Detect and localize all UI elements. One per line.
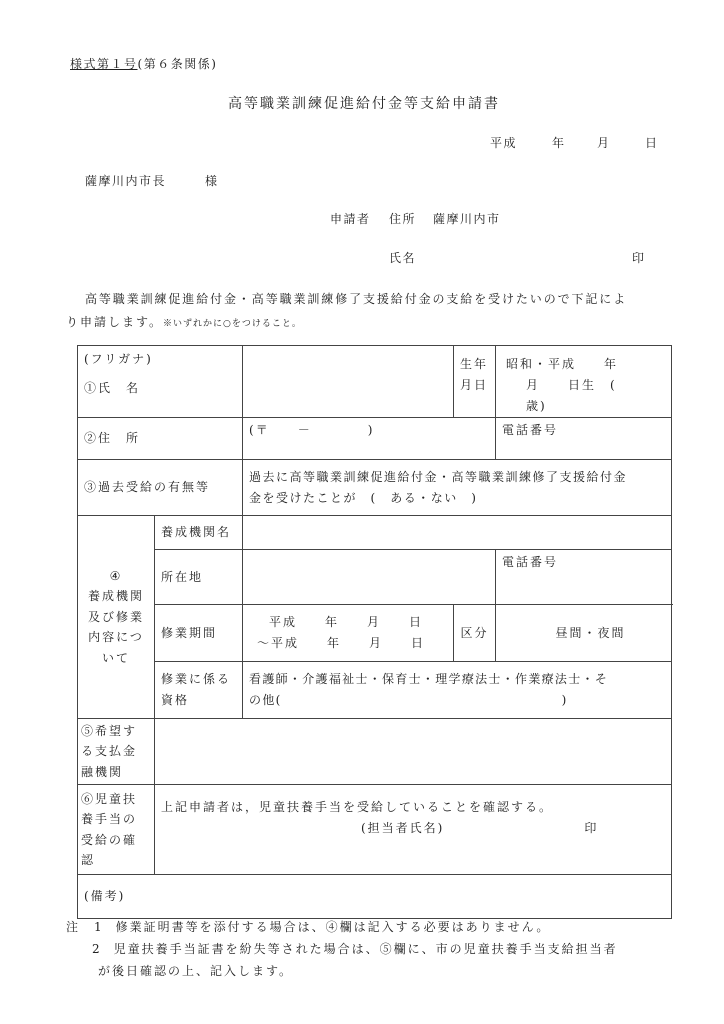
institution-phone-cell[interactable]: 電話番号	[496, 550, 672, 605]
footnote-1-text: 修業証明書等を添付する場合は、④欄は記入する必要はありません。	[115, 920, 551, 934]
qualification-options-1: 看護師・介護福祉士・保育士・理学療法士・作業療法士・そ	[249, 672, 609, 686]
footnote-2	[92, 940, 618, 957]
past-receipt-text-2: 金を受けたことが ( ある・ない )	[249, 490, 478, 505]
child-support-confirm-cell[interactable]	[155, 785, 672, 875]
period-start: 平成 年 月 日	[269, 615, 424, 629]
qualification-other: の他(	[249, 693, 282, 707]
address-phone-cell[interactable]: 電話番号	[496, 418, 672, 460]
location-label: 所在地	[155, 550, 243, 605]
date-era: 平成	[490, 136, 518, 150]
address-label: 住所	[389, 212, 417, 226]
period-end: ～平成 年 月 日	[257, 636, 426, 650]
form-number: 様式第１号	[70, 57, 138, 71]
address-value: 薩摩川内市	[433, 212, 501, 226]
day-night-cell[interactable]: 昼間・夜間	[496, 605, 672, 662]
institution-label-3: 内容につ	[88, 630, 144, 645]
birth-label-1: 生年	[460, 357, 489, 371]
bank-label-1: ⑤希望す	[81, 723, 138, 738]
footnote-2-text-b: が後日確認の上、記入します。	[98, 964, 294, 978]
date-year: 年	[552, 136, 566, 150]
birthdate-label-cell	[454, 346, 496, 418]
footnote-2-text-a: 児童扶養手当証書を紛失等された場合は、⑤欄に、市の児童扶養手当支給担当者	[113, 942, 618, 956]
footnote-2-number: 2	[92, 942, 102, 956]
past-receipt-label: ③過去受給の有無等	[78, 460, 243, 516]
date-month: 月	[597, 136, 611, 150]
application-table	[77, 345, 672, 919]
location-input[interactable]	[243, 550, 496, 605]
birth-label-2: 月日	[460, 378, 489, 392]
furigana-label: (フリガナ)	[84, 352, 153, 366]
institution-label-4: いて	[101, 650, 130, 665]
bank-label-3: 融機関	[81, 764, 124, 779]
footnote-1	[66, 918, 550, 935]
qualification-label-1: 修業に係る	[161, 672, 232, 686]
bank-input-cell[interactable]	[155, 719, 672, 785]
intro-note: ※いずれかに○をつけること。	[163, 319, 302, 329]
postal-cell[interactable]: (〒 － )	[243, 418, 496, 460]
officer-seal: 印	[584, 821, 599, 835]
institution-label-1: 養成機関	[87, 589, 144, 604]
bank-label-2: る支払金	[81, 744, 138, 759]
birth-era: 昭和・平成 年	[506, 357, 619, 371]
officer-line	[161, 818, 665, 839]
confirm-text: 上記申請者は，児童扶養手当を受給していることを確認する。	[161, 800, 554, 814]
form-number-line	[70, 55, 217, 72]
child-support-label-3: 受給の確	[81, 832, 138, 847]
child-support-label-cell	[78, 785, 155, 875]
institution-section-label	[78, 516, 155, 719]
date-day: 日	[645, 136, 659, 150]
birthdate-value-cell[interactable]	[496, 346, 672, 418]
addressee: 薩摩川内市長	[85, 174, 167, 188]
form-reference: (第６条関係)	[137, 57, 218, 71]
child-support-label-4: 認	[81, 852, 96, 867]
qualification-options-cell[interactable]	[243, 662, 672, 719]
name-input-cell[interactable]	[243, 346, 454, 418]
page-title: 高等職業訓練促進給付金等支給申請書	[228, 96, 500, 112]
address-row-label: ②住 所	[78, 418, 243, 460]
institution-label-2: 及び修業	[87, 609, 144, 624]
child-support-label-2: 養手当の	[81, 812, 138, 827]
bank-label-cell	[78, 719, 155, 785]
name-row-label: ①氏 名	[84, 381, 141, 395]
child-support-label-1: ⑥児童扶	[81, 791, 138, 806]
past-receipt-cell[interactable]	[243, 460, 672, 516]
officer-label: (担当者氏名)	[361, 821, 445, 835]
qualification-label-2: 資格	[161, 693, 190, 707]
birth-month-day: 月 日生 ( 歳)	[526, 378, 645, 413]
period-label: 修業期間	[155, 605, 243, 662]
applicant-label: 申請者	[330, 212, 371, 226]
seal-mark: 印	[632, 251, 646, 265]
past-receipt-text-1: 過去に高等職業訓練促進給付金・高等職業訓練修了支援給付金	[249, 469, 628, 484]
institution-name-label: 養成機関名	[155, 516, 243, 550]
footnote-label: 注	[66, 920, 81, 934]
name-label-cell	[78, 346, 243, 418]
division-label: 区分	[454, 605, 496, 662]
remarks-cell[interactable]: (備考)	[78, 875, 672, 919]
footnote-1-number: 1	[94, 920, 104, 934]
intro-line-1: 高等職業訓練促進給付金・高等職業訓練修了支援給付金の支給を受けたいので下記によ	[85, 292, 628, 306]
addressee-honorific: 様	[205, 174, 219, 188]
qualification-other-close: )	[561, 693, 568, 707]
intro-text: り申請します。	[66, 315, 164, 329]
qualification-label-cell	[155, 662, 243, 719]
qualification-options-2	[249, 690, 665, 711]
period-cell[interactable]	[243, 605, 454, 662]
institution-name-input[interactable]	[243, 516, 672, 550]
name-label: 氏名	[389, 251, 417, 265]
institution-number: ④	[109, 569, 123, 584]
intro-line-2	[66, 313, 302, 330]
